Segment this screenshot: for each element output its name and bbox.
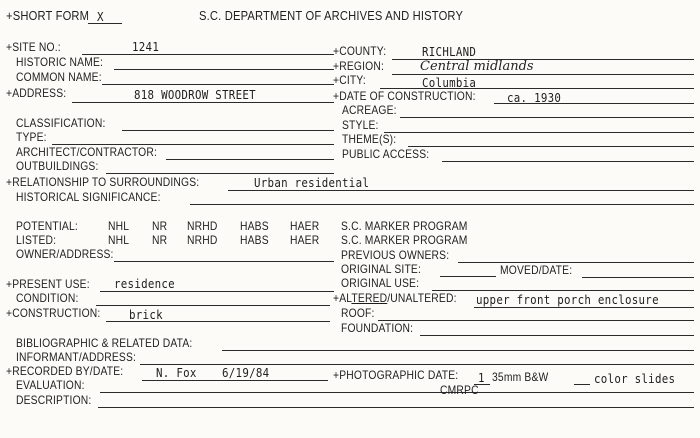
architect-label: ARCHITECT/CONTRACTOR: xyxy=(16,145,158,159)
potential-haer[interactable]: HAER xyxy=(290,219,320,233)
construction-value[interactable]: brick xyxy=(129,308,163,322)
previous-owners-line xyxy=(458,262,694,263)
architect-line xyxy=(166,159,334,160)
condition-label: CONDITION: xyxy=(16,291,79,305)
classification-line xyxy=(122,130,334,131)
photo-agency: CMRPC xyxy=(440,383,479,397)
site-no-label: +SITE NO.: xyxy=(6,40,61,54)
outbuildings-label: OUTBUILDINGS: xyxy=(16,159,99,173)
address-label: +ADDRESS: xyxy=(6,86,67,100)
relationship-line xyxy=(228,190,694,191)
present-use-value[interactable]: residence xyxy=(114,277,175,291)
classification-label: CLASSIFICATION: xyxy=(16,116,106,130)
owner-line xyxy=(114,261,334,262)
roof-line xyxy=(378,320,694,321)
original-site-line xyxy=(440,276,496,277)
moved-date-line xyxy=(582,277,694,278)
altered-suffix: /UNALTERED: xyxy=(387,291,457,305)
themes-label: THEME(S): xyxy=(342,132,397,146)
form-title: S.C. DEPARTMENT OF ARCHIVES AND HISTORY xyxy=(199,8,464,23)
short-form-label: +SHORT FORM xyxy=(6,8,90,23)
construction-label: +CONSTRUCTION: xyxy=(6,306,101,320)
listed-habs[interactable]: HABS xyxy=(240,233,269,247)
short-form-value[interactable]: X xyxy=(97,10,104,24)
evaluation-line xyxy=(100,392,694,393)
recorded-date-value[interactable]: 6/19/84 xyxy=(222,366,270,380)
listed-nhl[interactable]: NHL xyxy=(108,233,130,247)
listed-nr[interactable]: NR xyxy=(152,233,168,247)
description-label: DESCRIPTION: xyxy=(16,393,92,407)
condition-line xyxy=(96,305,330,306)
historic-name-label: HISTORIC NAME: xyxy=(16,55,104,69)
short-form-line xyxy=(88,23,122,24)
listed-marker[interactable]: S.C. MARKER PROGRAM xyxy=(341,233,468,247)
region-label: +REGION: xyxy=(333,59,384,73)
site-no-value[interactable]: 1241 xyxy=(132,40,160,54)
date-line xyxy=(494,103,694,104)
description-line xyxy=(98,407,694,408)
significance-label: HISTORICAL SIGNIFICANCE: xyxy=(16,190,161,204)
altered-underlined: TERED xyxy=(351,291,388,305)
date-value[interactable]: ca. 1930 xyxy=(507,91,562,105)
significance-line xyxy=(190,204,694,205)
potential-nrhd[interactable]: NRHD xyxy=(187,219,218,233)
altered-label xyxy=(333,291,457,305)
photo-bw-label: 35mm B&W xyxy=(492,370,549,384)
county-value[interactable]: RICHLAND xyxy=(422,45,477,59)
themes-line xyxy=(408,146,694,147)
acreage-label: ACREAGE: xyxy=(342,103,397,117)
site-no-line xyxy=(82,54,334,55)
potential-marker[interactable]: S.C. MARKER PROGRAM xyxy=(341,219,468,233)
region-line xyxy=(392,74,694,75)
bibliographic-line xyxy=(222,350,694,351)
city-value[interactable]: Columbia xyxy=(422,76,477,90)
outbuildings-line xyxy=(106,173,334,174)
foundation-line xyxy=(420,335,694,336)
roof-label: ROOF: xyxy=(341,306,375,320)
bibliographic-label: BIBLIOGRAPHIC & RELATED DATA: xyxy=(16,336,193,350)
owner-label: OWNER/ADDRESS: xyxy=(16,247,114,261)
historic-name-line xyxy=(114,69,334,70)
common-name-line xyxy=(102,84,334,85)
present-use-line xyxy=(100,291,334,292)
address-line xyxy=(72,102,334,103)
county-label: +COUNTY: xyxy=(333,44,387,58)
public-access-label: PUBLIC ACCESS: xyxy=(342,147,430,161)
original-site-label: ORIGINAL SITE: xyxy=(341,262,422,276)
altered-value[interactable]: upper front porch enclosure xyxy=(476,293,659,307)
potential-habs[interactable]: HABS xyxy=(240,219,269,233)
present-use-label: +PRESENT USE: xyxy=(6,277,90,291)
construction-line xyxy=(106,321,330,322)
address-value[interactable]: 818 WOODROW STREET xyxy=(134,88,256,102)
altered-line xyxy=(474,307,694,308)
evaluation-label: EVALUATION: xyxy=(16,378,85,392)
photo-color-line xyxy=(574,384,590,385)
photo-count-value[interactable]: 1 xyxy=(478,371,485,385)
previous-owners-label: PREVIOUS OWNERS: xyxy=(341,248,450,262)
original-use-label: ORIGINAL USE: xyxy=(341,276,420,290)
listed-nrhd[interactable]: NRHD xyxy=(187,233,218,247)
region-value[interactable]: Central midlands xyxy=(420,59,534,74)
common-name-label: COMMON NAME: xyxy=(16,70,102,84)
style-label: STYLE: xyxy=(342,118,379,132)
city-label: +CITY: xyxy=(333,73,366,87)
potential-label: POTENTIAL: xyxy=(16,219,78,233)
original-use-line xyxy=(432,290,694,291)
photo-date-label: +PHOTOGRAPHIC DATE: xyxy=(333,368,459,382)
relationship-value[interactable]: Urban residential xyxy=(254,176,370,190)
altered-prefix: +AL xyxy=(333,291,352,305)
photo-color-value[interactable]: color slides xyxy=(594,372,676,386)
date-label: +DATE OF CONSTRUCTION: xyxy=(333,89,476,103)
public-access-line xyxy=(442,161,694,162)
acreage-line xyxy=(400,117,694,118)
potential-nr[interactable]: NR xyxy=(152,219,168,233)
foundation-label: FOUNDATION: xyxy=(341,321,414,335)
listed-haer[interactable]: HAER xyxy=(290,233,320,247)
potential-nhl[interactable]: NHL xyxy=(108,219,130,233)
recorded-label: +RECORDED BY/DATE: xyxy=(6,364,124,378)
recorded-by-value[interactable]: N. Fox xyxy=(156,366,197,380)
moved-date-label: MOVED/DATE: xyxy=(500,263,573,277)
relationship-label: +RELATIONSHIP TO SURROUNDINGS: xyxy=(6,175,200,189)
type-label: TYPE: xyxy=(16,130,47,144)
informant-line xyxy=(140,364,694,365)
informant-label: INFORMANT/ADDRESS: xyxy=(16,350,137,364)
recorded-line xyxy=(142,380,328,381)
style-line xyxy=(384,132,694,133)
listed-label: LISTED: xyxy=(16,233,57,247)
